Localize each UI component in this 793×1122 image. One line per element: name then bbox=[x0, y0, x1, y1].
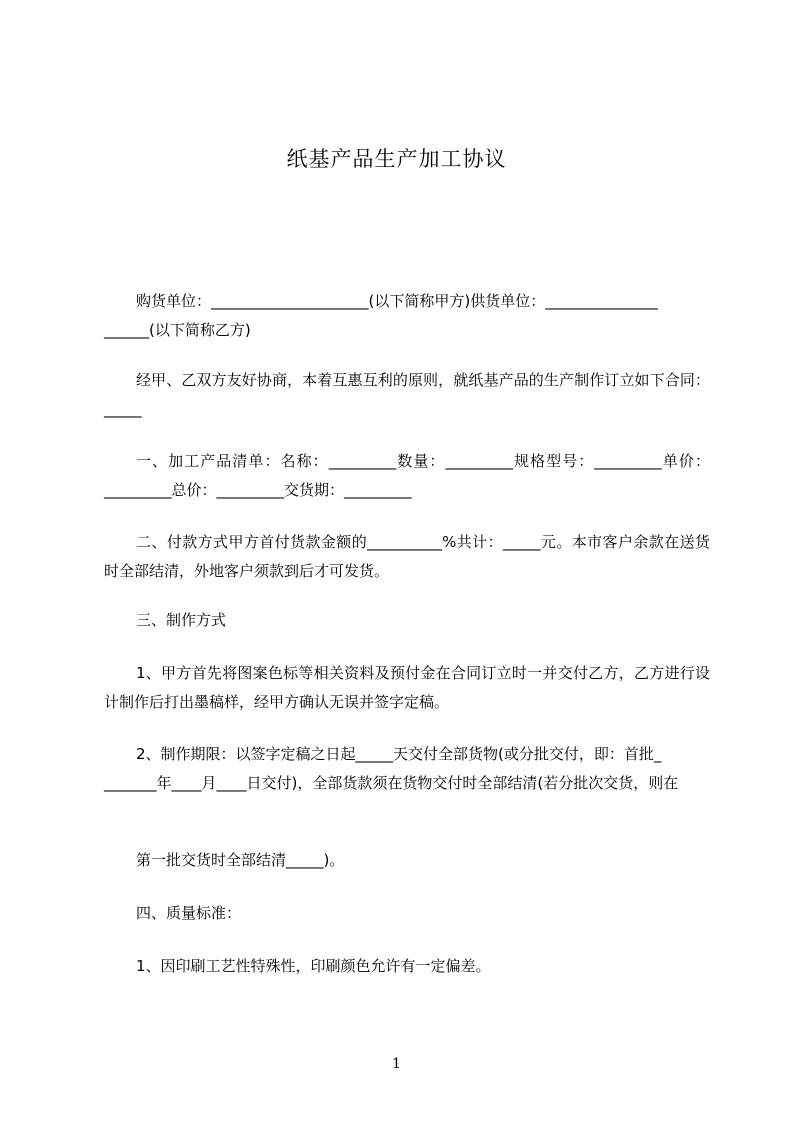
paragraph-product-list: 一、加工产品清单：名称：_________数量：_________规格型号：_________单价：_________总价：_________交货期：_________ bbox=[104, 452, 710, 499]
paragraph-production-2-cont: 第一批交货时全部结清_____)。 bbox=[136, 851, 345, 869]
paragraph-production-1: 1、甲方首先将图案色标等相关资料及预付金在合同订立时一并交付乙方，乙方进行设计制作后打出墨稿样，经甲方确认无误并签字定稿。 bbox=[104, 664, 710, 711]
document-title: 纸基产品生产加工协议 bbox=[286, 147, 507, 171]
section-heading-quality: 四、质量标准： bbox=[136, 904, 242, 922]
paragraph-preamble: 经甲、乙双方友好协商，本着互惠互利的原则，就纸基产品的生产制作订立如下合同：_____ bbox=[104, 371, 710, 418]
section-heading-production: 三、制作方式 bbox=[136, 611, 227, 629]
paragraph-production-2: 2、制作期限：以签字定稿之日起_____天交付全部货物(或分批交付，即：首批_ _______年____月____日交付)，全部货款须在货物交付时全部结清(若分批次交货，则在 bbox=[104, 745, 679, 792]
paragraph-parties: 购货单位：_____________________(以下简称甲方)供货单位：_______________ ______(以下简称乙方) bbox=[104, 292, 658, 339]
paragraph-quality-1: 1、因印刷工艺性特殊性，印刷颜色允许有一定偏差。 bbox=[136, 957, 491, 975]
page-number: 1 bbox=[392, 1056, 401, 1072]
paragraph-payment: 二、付款方式甲方首付货款金额的__________%共计：_____元。本市客户余款在送货时全部结清，外地客户须款到后才可发货。 bbox=[104, 533, 710, 580]
